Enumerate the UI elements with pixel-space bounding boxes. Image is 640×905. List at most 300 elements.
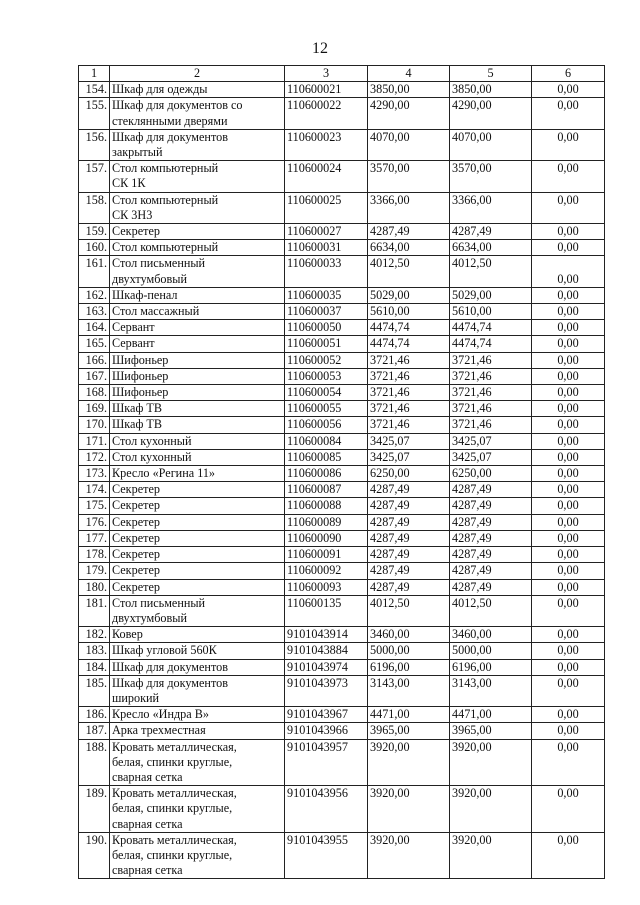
item-name [110,530,285,546]
value-col5: 3920,00 [450,832,532,879]
item-name [110,287,285,303]
item-name-line: Шкаф для документов со [112,98,243,113]
row-number: 190. [79,832,110,879]
row-number: 165. [79,336,110,352]
item-name [110,449,285,465]
value-col6: 0,00 [532,832,605,879]
inventory-code: 9101043914 [285,627,368,643]
value-col4: 4012,50 [368,595,450,626]
value-col4: 4287,49 [368,563,450,579]
item-name [110,739,285,786]
item-name-line: белая, спинки круглые, [112,847,233,862]
value-col5: 6196,00 [450,659,532,675]
item-name-line: Стол массажный [112,304,200,319]
value-col5: 3721,46 [450,385,532,401]
item-name [110,82,285,98]
inventory-code: 110600050 [285,320,368,336]
inventory-code: 110600052 [285,352,368,368]
item-name-line: Секретер [112,498,160,513]
value-col6: 0,00 [532,320,605,336]
item-name [110,401,285,417]
inventory-code: 110600024 [285,161,368,192]
value-col6: 0,00 [532,786,605,833]
value-col4: 4287,49 [368,482,450,498]
inventory-code: 110600084 [285,433,368,449]
row-number: 158. [79,192,110,223]
item-name [110,256,285,287]
table-row [79,530,605,546]
table-row [79,433,605,449]
item-name-line: белая, спинки круглые, [112,754,233,769]
value-col4: 4287,49 [368,498,450,514]
value-col4: 3965,00 [368,723,450,739]
row-number: 163. [79,304,110,320]
item-name-line: Шкаф ТВ [112,401,162,416]
item-name-line: Секретер [112,579,160,594]
value-col5: 3850,00 [450,82,532,98]
value-col5: 3425,07 [450,433,532,449]
value-col5: 3920,00 [450,786,532,833]
value-col6: 0,00 [532,129,605,160]
inventory-code: 110600027 [285,224,368,240]
table-row [79,129,605,160]
row-number: 188. [79,739,110,786]
table-row [79,514,605,530]
item-name-line: Шкаф для документов [112,675,228,690]
value-col6: 0,00 [532,304,605,320]
inventory-code: 9101043967 [285,707,368,723]
inventory-code: 9101043966 [285,723,368,739]
value-col6: 0,00 [532,352,605,368]
value-col5: 4287,49 [450,563,532,579]
row-number: 181. [79,595,110,626]
value-col4: 4070,00 [368,129,450,160]
item-name-line: Стол письменный [112,256,206,271]
table-row [79,352,605,368]
row-number: 189. [79,786,110,833]
inventory-code: 110600022 [285,98,368,129]
table-row [79,98,605,129]
row-number: 160. [79,240,110,256]
item-name-line: Шифоньер [112,352,169,367]
inventory-code: 110600135 [285,595,368,626]
value-col4: 4287,49 [368,530,450,546]
item-name [110,579,285,595]
value-col6: 0,00 [532,739,605,786]
column-header: 6 [532,66,605,82]
item-name-line: Шкаф-пенал [112,287,178,302]
row-number: 155. [79,98,110,129]
row-number: 187. [79,723,110,739]
value-col5: 4287,49 [450,482,532,498]
item-name [110,224,285,240]
value-col5: 3965,00 [450,723,532,739]
table-row [79,368,605,384]
value-col6: 0,00 [532,433,605,449]
item-name-line: Стол письменный [112,595,206,610]
item-name-line: Кресло «Регина 11» [112,466,216,481]
table-row [79,192,605,223]
item-name [110,320,285,336]
item-name [110,129,285,160]
value-col6: 0,00 [532,224,605,240]
item-name-line: Кресло «Индра В» [112,707,209,722]
row-number: 180. [79,579,110,595]
value-col4: 6634,00 [368,240,450,256]
value-col4: 4287,49 [368,547,450,563]
value-col5: 3425,07 [450,449,532,465]
row-number: 154. [79,82,110,98]
table-row [79,627,605,643]
item-name [110,643,285,659]
row-number: 183. [79,643,110,659]
row-number: 164. [79,320,110,336]
value-col4: 3920,00 [368,786,450,833]
value-col5: 4471,00 [450,707,532,723]
item-name-line: Секретер [112,224,160,239]
value-col4: 3721,46 [368,368,450,384]
value-col6: 0,00 [532,547,605,563]
item-name-line: Шкаф для документов [112,129,228,144]
item-name-line: белая, спинки круглые, [112,801,233,816]
table-row [79,466,605,482]
inventory-code: 110600086 [285,466,368,482]
column-header: 3 [285,66,368,82]
item-name [110,786,285,833]
value-col6: 0,00 [532,449,605,465]
row-number: 182. [79,627,110,643]
item-name [110,417,285,433]
item-name [110,161,285,192]
inventory-code: 110600056 [285,417,368,433]
value-col6: 0,00 [532,675,605,706]
value-col5: 3366,00 [450,192,532,223]
value-col6: 0,00 [532,643,605,659]
value-col5: 4474,74 [450,336,532,352]
item-name [110,385,285,401]
row-number: 167. [79,368,110,384]
inventory-code: 110600092 [285,563,368,579]
value-col5: 5610,00 [450,304,532,320]
inventory-code: 110600055 [285,401,368,417]
value-col6: 0,00 [532,417,605,433]
value-col5: 4287,49 [450,224,532,240]
item-name [110,547,285,563]
item-name [110,240,285,256]
value-col4: 4287,49 [368,224,450,240]
inventory-code: 110600053 [285,368,368,384]
value-col6: 0,00 [532,563,605,579]
value-col5: 4287,49 [450,547,532,563]
item-name [110,675,285,706]
table-row [79,579,605,595]
value-col5: 4012,50 [450,595,532,626]
value-col5: 4287,49 [450,579,532,595]
value-col5: 4290,00 [450,98,532,129]
item-name [110,368,285,384]
row-number: 156. [79,129,110,160]
item-name [110,433,285,449]
item-name-line: Шкаф угловой 560К [112,643,217,658]
value-col6: 0,00 [532,498,605,514]
item-name-line: Стол кухонный [112,449,192,464]
value-col4: 3721,46 [368,385,450,401]
item-name-line: Стол компьютерный [112,161,219,176]
table-row [79,224,605,240]
table-row [79,304,605,320]
item-name-line: Сервант [112,336,155,351]
row-number: 176. [79,514,110,530]
value-col6: 0,00 [532,466,605,482]
row-number: 186. [79,707,110,723]
item-name-line: сварная сетка [112,816,183,831]
table-row [79,643,605,659]
item-name-line: Стол компьютерный [112,192,219,207]
row-number: 159. [79,224,110,240]
item-name-line: сварная сетка [112,863,183,878]
table-row [79,659,605,675]
inventory-code: 110600085 [285,449,368,465]
table-row [79,595,605,626]
inventory-code: 110600037 [285,304,368,320]
item-name-line: Шкаф для документов [112,659,228,674]
item-name-line: Секретер [112,482,160,497]
table-row [79,707,605,723]
item-name-line: Секретер [112,530,160,545]
item-name [110,514,285,530]
value-col4: 3721,46 [368,352,450,368]
value-col6: 0,00 [532,82,605,98]
item-name [110,304,285,320]
value-col5: 3721,46 [450,352,532,368]
value-col6: 0,00 [532,659,605,675]
item-name-line: широкий [112,690,160,705]
item-name-line: Шкаф ТВ [112,417,162,432]
value-col4: 3920,00 [368,832,450,879]
item-name [110,595,285,626]
row-number: 171. [79,433,110,449]
value-col5: 6634,00 [450,240,532,256]
item-name-line: Кровать металлическая, [112,786,237,801]
inventory-code: 110600051 [285,336,368,352]
column-header: 4 [368,66,450,82]
item-name [110,482,285,498]
value-col4: 6196,00 [368,659,450,675]
value-col5: 3721,46 [450,368,532,384]
value-col4: 6250,00 [368,466,450,482]
row-number: 178. [79,547,110,563]
value-col5: 4287,49 [450,498,532,514]
value-col4: 4471,00 [368,707,450,723]
value-col6: 0,00 [532,98,605,129]
item-name-line: СК 3Н3 [112,207,153,222]
value-col5: 4287,49 [450,514,532,530]
inventory-code: 110600090 [285,530,368,546]
inventory-code: 110600091 [285,547,368,563]
item-name-line: Кровать металлическая, [112,739,237,754]
value-col5: 4012,50 [450,256,532,287]
item-name-line: Стол кухонный [112,433,192,448]
item-name-line: двухтумбовый [112,610,187,625]
table-row [79,287,605,303]
value-col5: 4287,49 [450,530,532,546]
value-col4: 3143,00 [368,675,450,706]
row-number: 172. [79,449,110,465]
inventory-code: 110600054 [285,385,368,401]
value-col4: 4474,74 [368,320,450,336]
item-name-line: Арка трехместная [112,723,206,738]
value-col6: 0,00 [532,368,605,384]
item-name-line: Секретер [112,514,160,529]
value-col4: 4287,49 [368,579,450,595]
value-col6: 0,00 [532,336,605,352]
inventory-code: 110600021 [285,82,368,98]
value-col6: 0,00 [532,256,605,287]
item-name [110,627,285,643]
item-name-line: Секретер [112,563,160,578]
row-number: 174. [79,482,110,498]
value-col4: 3920,00 [368,739,450,786]
item-name-line: двухтумбовый [112,271,187,286]
column-header: 1 [79,66,110,82]
item-name [110,352,285,368]
row-number: 166. [79,352,110,368]
value-col5: 5000,00 [450,643,532,659]
value-col6: 0,00 [532,530,605,546]
row-number: 179. [79,563,110,579]
value-col6: 0,00 [532,595,605,626]
value-col4: 3366,00 [368,192,450,223]
table-row [79,498,605,514]
item-name [110,723,285,739]
inventory-code: 110600033 [285,256,368,287]
inventory-code: 9101043973 [285,675,368,706]
value-col4: 4287,49 [368,514,450,530]
row-number: 169. [79,401,110,417]
value-col5: 3721,46 [450,417,532,433]
inventory-code: 9101043955 [285,832,368,879]
item-name-line: Шифоньер [112,368,169,383]
inventory-code: 9101043884 [285,643,368,659]
table-row [79,675,605,706]
item-name [110,659,285,675]
item-name-line: СК 1К [112,176,146,191]
inventory-code: 9101043974 [285,659,368,675]
row-number: 175. [79,498,110,514]
item-name-line: Секретер [112,547,160,562]
value-col4: 3721,46 [368,417,450,433]
value-col5: 4070,00 [450,129,532,160]
value-col4: 3425,07 [368,433,450,449]
item-name [110,466,285,482]
item-name-line: Шкаф для одежды [112,82,208,97]
value-col5: 3460,00 [450,627,532,643]
column-number-row [79,66,605,82]
value-col6: 0,00 [532,161,605,192]
value-col5: 3143,00 [450,675,532,706]
value-col6: 0,00 [532,482,605,498]
value-col5: 3721,46 [450,401,532,417]
inventory-code: 9101043956 [285,786,368,833]
item-name [110,707,285,723]
value-col4: 3721,46 [368,401,450,417]
item-name-line: закрытый [112,145,163,160]
table-row [79,401,605,417]
item-name-line: Ковер [112,627,143,642]
value-col5: 4474,74 [450,320,532,336]
inventory-code: 110600093 [285,579,368,595]
value-col4: 5610,00 [368,304,450,320]
value-col6: 0,00 [532,627,605,643]
inventory-code: 110600035 [285,287,368,303]
value-col4: 4012,50 [368,256,450,287]
inventory-code: 9101043957 [285,739,368,786]
item-name [110,563,285,579]
value-col4: 5000,00 [368,643,450,659]
table-row [79,82,605,98]
value-col6: 0,00 [532,579,605,595]
item-name [110,498,285,514]
table-row [79,449,605,465]
item-name [110,832,285,879]
value-col6: 0,00 [532,385,605,401]
value-col5: 3570,00 [450,161,532,192]
row-number: 157. [79,161,110,192]
table-row [79,336,605,352]
value-col4: 4474,74 [368,336,450,352]
value-col4: 4290,00 [368,98,450,129]
inventory-code: 110600087 [285,482,368,498]
value-col6: 0,00 [532,401,605,417]
inventory-code: 110600089 [285,514,368,530]
value-col5: 3920,00 [450,739,532,786]
value-col4: 3460,00 [368,627,450,643]
item-name-line: сварная сетка [112,769,183,784]
table-row [79,832,605,879]
table-row [79,240,605,256]
value-col6: 0,00 [532,240,605,256]
item-name-line: Стол компьютерный [112,240,219,255]
row-number: 162. [79,287,110,303]
row-number: 168. [79,385,110,401]
inventory-code: 110600023 [285,129,368,160]
table-row [79,161,605,192]
item-name [110,336,285,352]
value-col4: 5029,00 [368,287,450,303]
value-col6: 0,00 [532,514,605,530]
table-row [79,786,605,833]
table-row [79,320,605,336]
table-row [79,563,605,579]
value-col4: 3850,00 [368,82,450,98]
inventory-table [78,65,605,879]
inventory-code: 110600025 [285,192,368,223]
value-col4: 3425,07 [368,449,450,465]
item-name [110,98,285,129]
page-number: 12 [312,40,328,57]
row-number: 161. [79,256,110,287]
inventory-code: 110600031 [285,240,368,256]
table-row [79,723,605,739]
item-name-line: Кровать металлическая, [112,832,237,847]
value-col5: 5029,00 [450,287,532,303]
row-number: 185. [79,675,110,706]
table-row [79,482,605,498]
value-col4: 3570,00 [368,161,450,192]
value-col6: 0,00 [532,707,605,723]
table-row [79,417,605,433]
table-row [79,385,605,401]
